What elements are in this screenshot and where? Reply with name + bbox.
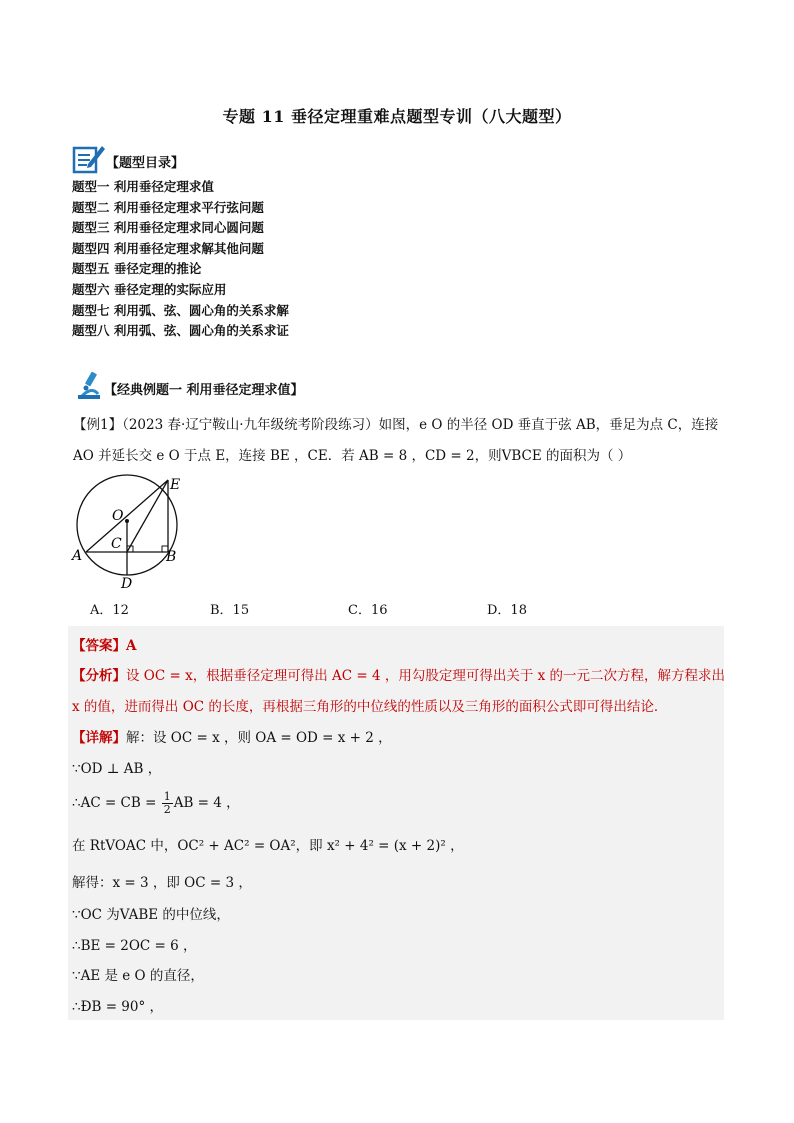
page-title: 专题 11 垂径定理重难点题型专训（八大题型） bbox=[222, 107, 572, 126]
fraction-numerator: 1 bbox=[163, 790, 171, 803]
answer-label: 【答案】 bbox=[72, 638, 126, 654]
notepad-icon bbox=[72, 142, 106, 174]
option-c: C．16 bbox=[348, 603, 388, 618]
microscope-icon bbox=[74, 370, 104, 400]
analysis-text: 设 OC = x，根据垂径定理可得出 AC = 4 ，用勾股定理可得出关于 x 的一元二次方程，解方程求出 bbox=[126, 668, 726, 684]
toc-header: 【题型目录】 bbox=[106, 156, 185, 171]
toc-item: 题型三 利用垂径定理求同心圆问题 bbox=[72, 220, 264, 236]
detail-text: 在 RtVOAC 中，OC² + AC² = OA²，即 x² + 4² = (x + 2)² ， bbox=[72, 838, 464, 854]
detail-line bbox=[72, 791, 240, 816]
label-E: E bbox=[170, 477, 181, 493]
answer-value: A bbox=[126, 638, 137, 654]
toc-item: 题型八 利用弧、弦、圆心角的关系求证 bbox=[72, 323, 289, 339]
option-a: A．12 bbox=[90, 603, 129, 618]
toc-item: 题型七 利用弧、弦、圆心角的关系求解 bbox=[72, 302, 289, 318]
detail-text: ∵OC 为VABE 的中位线， bbox=[72, 907, 230, 923]
detail-text: ∵OD ⊥ AB ， bbox=[72, 761, 162, 777]
toc-item: 题型一 利用垂径定理求值 bbox=[72, 179, 214, 194]
option-b: B．15 bbox=[210, 603, 250, 618]
question-line: AO 并延长交 e O 于点 E，连接 BE ，CE．若 AB = 8 ，CD = 2，则VBCE 的面积为（ ） bbox=[73, 448, 632, 464]
toc-item: 题型五 垂径定理的推论 bbox=[72, 261, 202, 277]
answer-panel bbox=[68, 626, 724, 1020]
label-A: A bbox=[72, 548, 83, 564]
detail-text: ∵AE 是 e O 的直径， bbox=[72, 968, 204, 984]
detail-text: 解：设 OC = x ，则 OA = OD = x + 2 ， bbox=[126, 730, 392, 746]
detail-text: ∴AC = CB = bbox=[72, 795, 161, 811]
toc-item: 题型二 利用垂径定理求平行弦问题 bbox=[72, 199, 264, 215]
detail-text: ∴ÐB = 90° ， bbox=[72, 999, 164, 1015]
label-D: D bbox=[121, 576, 133, 592]
option-d: D．18 bbox=[487, 603, 527, 618]
analysis-label: 【分析】 bbox=[72, 668, 126, 684]
detail-line bbox=[72, 726, 392, 746]
label-O: O bbox=[112, 508, 124, 524]
analysis-text: x 的值，进而得出 OC 的长度，再根据三角形的中位线的性质以及三角形的面积公式即可得出结论． bbox=[72, 699, 668, 715]
label-B: B bbox=[166, 549, 177, 565]
circle-figure bbox=[66, 472, 196, 592]
fraction bbox=[162, 791, 173, 816]
analysis-line bbox=[72, 664, 725, 684]
label-C: C bbox=[111, 536, 122, 552]
detail-text: AB = 4 ， bbox=[173, 795, 240, 811]
fraction-denominator: 2 bbox=[163, 803, 171, 816]
toc-list bbox=[72, 177, 289, 342]
example-header: 【经典例题一 利用垂径定理求值】 bbox=[104, 383, 304, 398]
question-line: 【例1】（2023 春·辽宁鞍山·九年级统考阶段练习）如图，e O 的半径 OD 垂直于弦 AB，垂足为点 C，连接 bbox=[73, 417, 719, 433]
detail-text: 解得：x = 3 ，即 OC = 3 ， bbox=[72, 875, 252, 891]
detail-label: 【详解】 bbox=[72, 730, 126, 746]
detail-text: ∴BE = 2OC = 6 ， bbox=[72, 938, 197, 954]
toc-item: 题型四 利用垂径定理求解其他问题 bbox=[72, 240, 264, 256]
answer-line bbox=[72, 634, 136, 654]
toc-item: 题型六 垂径定理的实际应用 bbox=[72, 281, 227, 297]
